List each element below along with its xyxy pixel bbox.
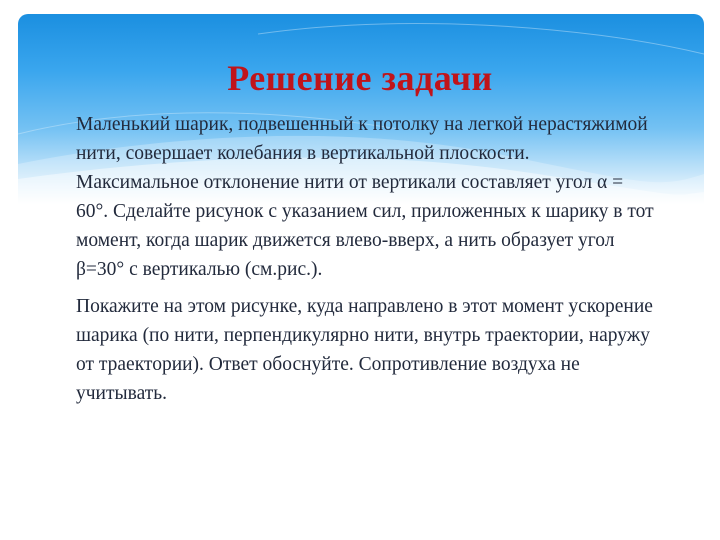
question-paragraph: Покажите на этом рисунке, куда направлено в этот момент ускорение шарика (по нити, перпендикулярно нити, внутрь траектории, наружу от траектории). Ответ обоснуйте. Сопротивление воздуха не учитывать. <box>76 296 653 404</box>
problem-paragraph: Маленький шарик, подвешенный к потолку на легкой нерастяжимой нити, совершает колебания в вертикальной плоскости. Максимальное отклонение нити от вертикали составляет угол α = 60°. Сделайте рисунок с указанием сил, приложенных к шарику в тот момент, когда шарик движется влево-вверх, а нить образует угол β=30° с вертикалью (см.рис.). <box>76 114 654 280</box>
slide-body <box>76 110 656 416</box>
slide-title: Решение задачи <box>227 58 493 98</box>
